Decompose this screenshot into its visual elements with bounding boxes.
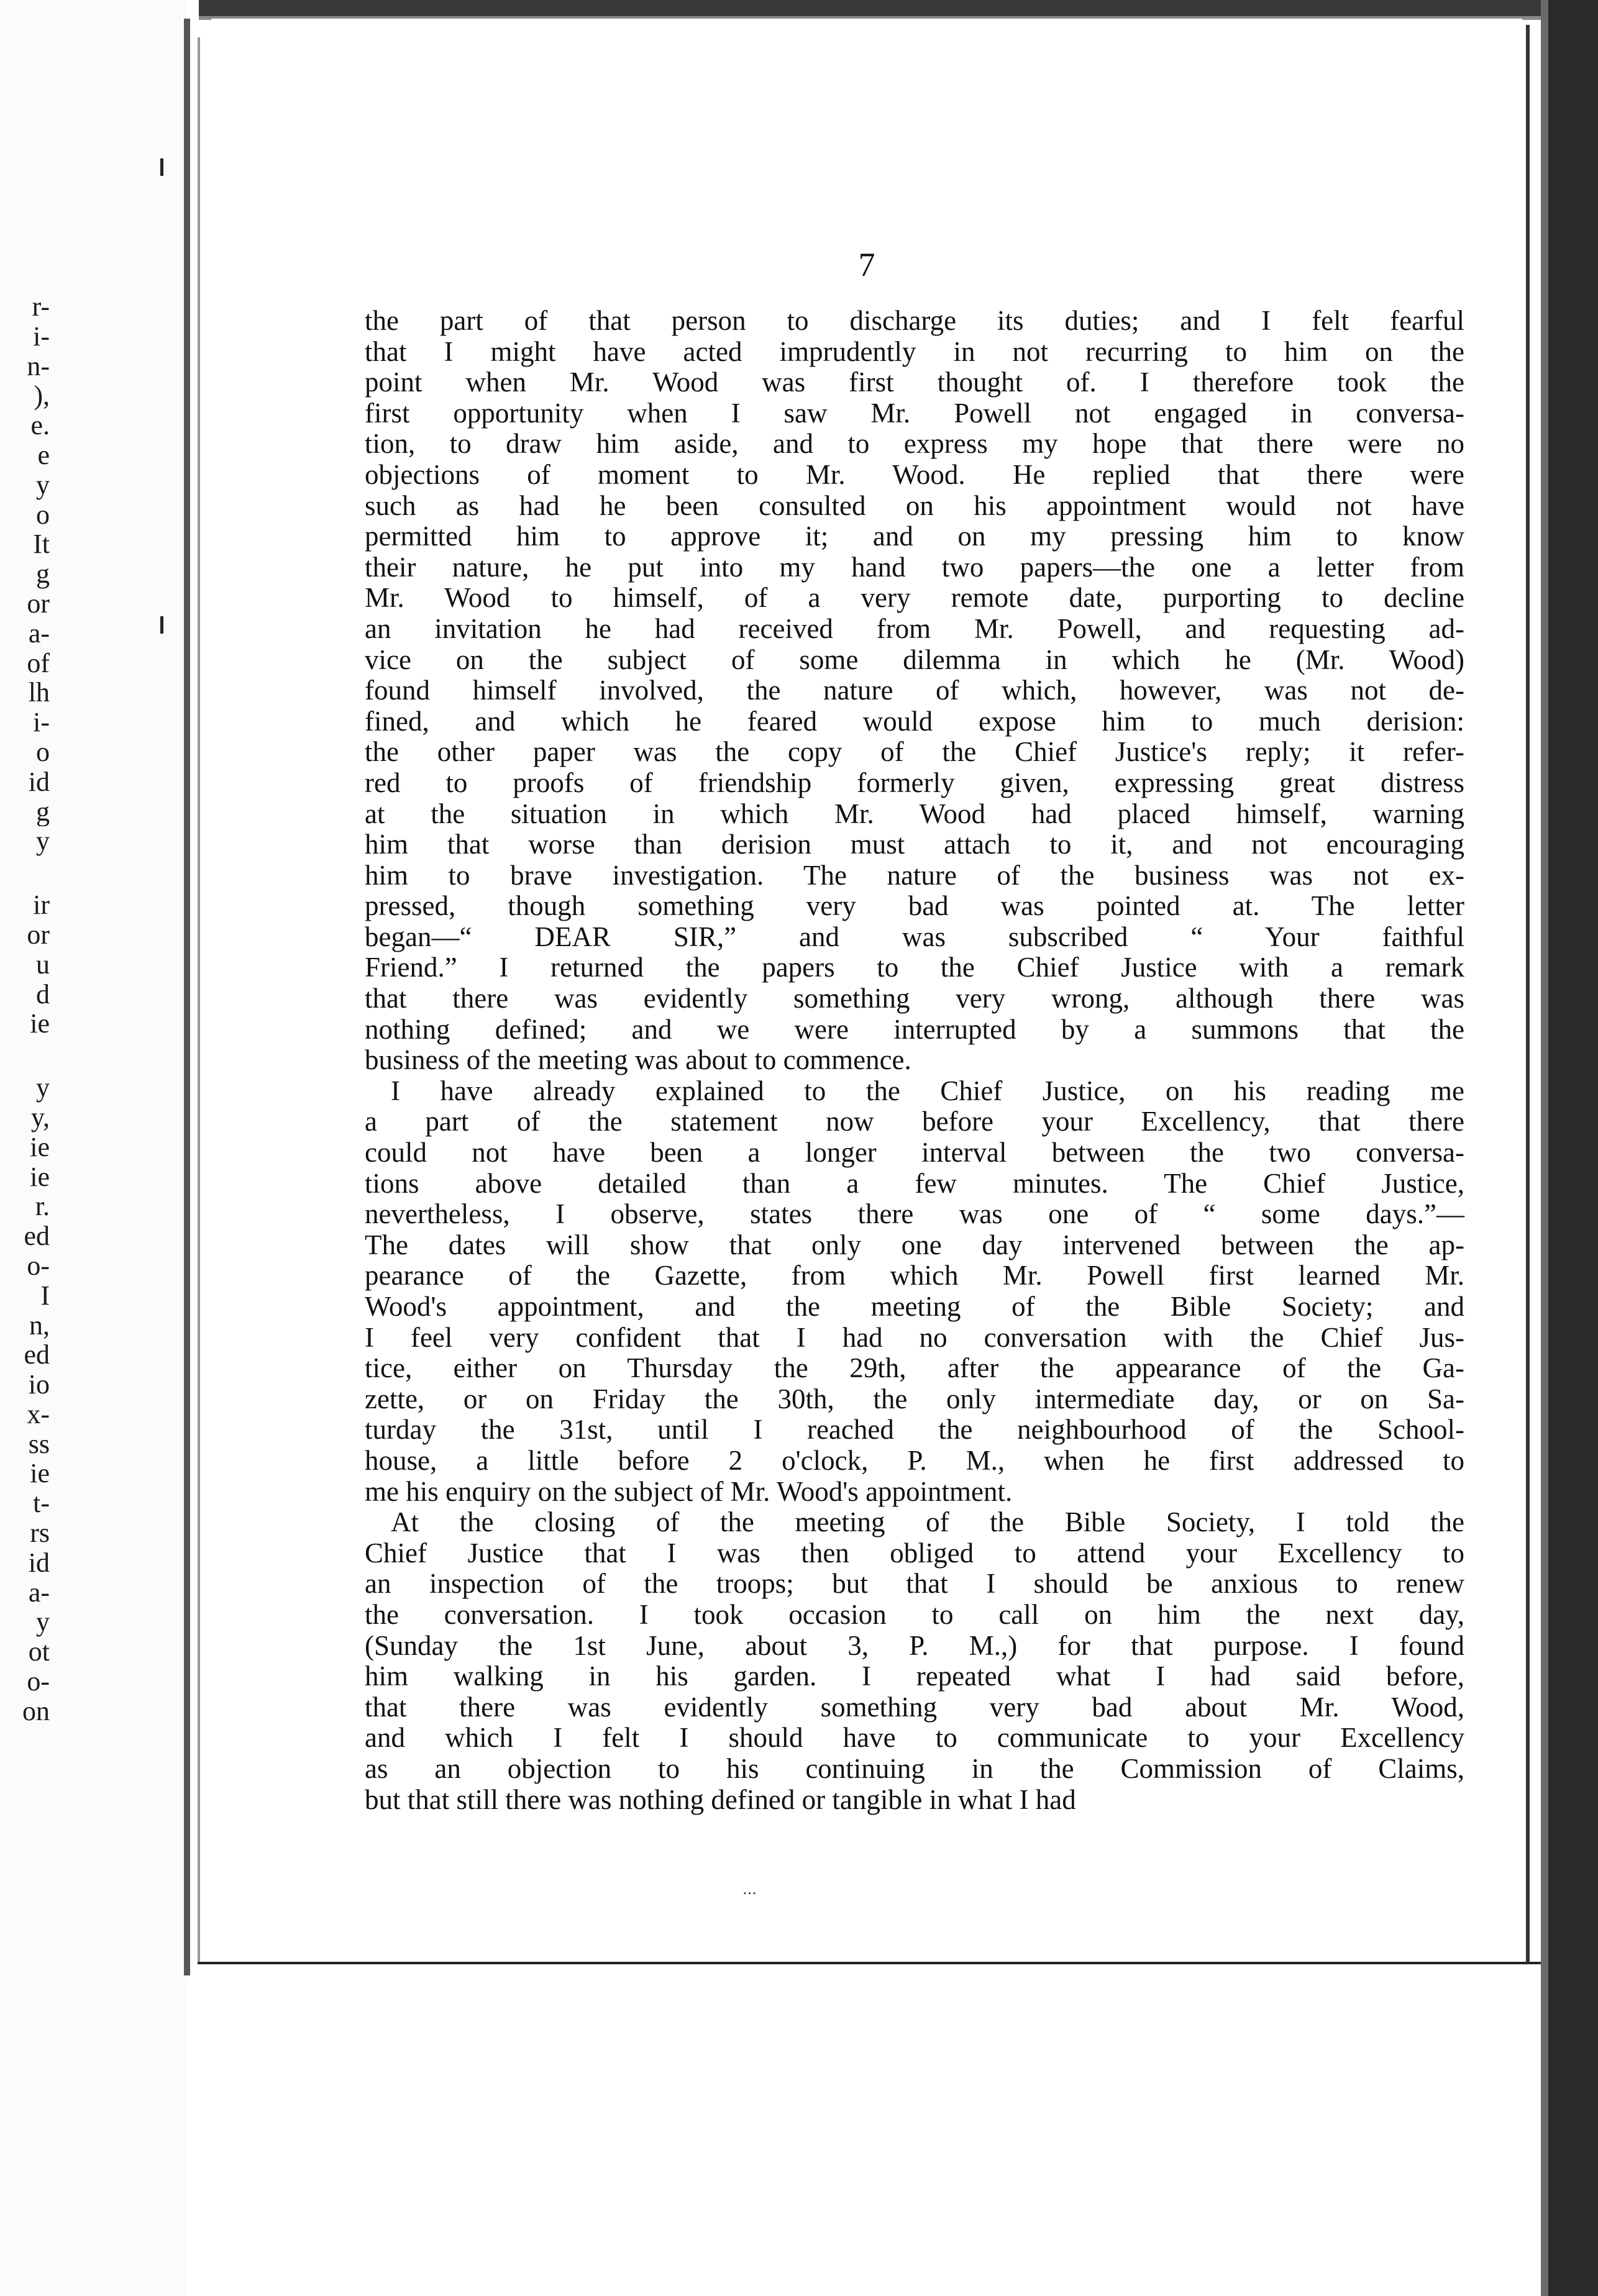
text-line: such as had he been consulted on his appointment would not have (365, 490, 1464, 521)
facing-page-fragment: t- (33, 1488, 50, 1519)
text-line: nevertheless, I observe, states there was one of “ some days.”— (365, 1198, 1464, 1230)
scan-right-border (1548, 0, 1598, 2296)
text-line: tions above detailed than a few minutes. The Chief Justice, (365, 1167, 1464, 1199)
page-right-edge (1526, 25, 1530, 1963)
text-line: The dates will show that only one day intervened between the ap- (365, 1229, 1464, 1260)
scan-top-border (199, 0, 1598, 16)
footer-mark: ... (742, 1880, 757, 1898)
paragraph (365, 1076, 1464, 1507)
facing-page-fragment: u (36, 949, 50, 980)
text-line: Chief Justice that I was then obliged to attend your Excellency to (365, 1537, 1464, 1569)
facing-page-fragment: n, (29, 1310, 50, 1341)
text-line: point when Mr. Wood was first thought of. I therefore took the (365, 367, 1464, 398)
facing-page-fragment: y (36, 1073, 50, 1103)
facing-page-fragment: ie (30, 1009, 50, 1039)
facing-page-fragment: r. (35, 1191, 50, 1222)
facing-page-fragment: n- (27, 351, 50, 381)
facing-page-fragment: g (36, 796, 50, 827)
text-line: that there was evidently something very wrong, although there was (365, 983, 1464, 1014)
facing-page-fragment (0, 1039, 50, 1073)
text-line: Mr. Wood to himself, of a very remote date, purporting to decline (365, 582, 1464, 614)
page-gutter (184, 19, 190, 1975)
text-line: pearance of the Gazette, from which Mr. Powell first learned Mr. (365, 1260, 1464, 1292)
text-line: turday the 31st, until I reached the neighbourhood of the School- (365, 1414, 1464, 1446)
facing-page-fragment: ie (30, 1132, 50, 1162)
facing-page-fragment: ie (30, 1162, 50, 1192)
text-line: an inspection of the troops; but that I should be anxious to renew (365, 1568, 1464, 1600)
page-number: 7 (858, 246, 875, 283)
facing-page-fragment: y (36, 470, 50, 500)
facing-page-fragment: ie (30, 1459, 50, 1489)
text-line: I feel very confident that I had no conversation with the Chief Jus- (365, 1321, 1464, 1353)
body-text (365, 306, 1464, 1815)
paragraph (365, 306, 1464, 1076)
text-line: business of the meeting was about to commence. (365, 1044, 911, 1076)
facing-page-fragment: ), (34, 381, 50, 411)
facing-page-fragment: g (36, 559, 50, 589)
facing-page-fragment: a- (28, 618, 50, 649)
margin-mark (160, 158, 163, 176)
text-line: (Sunday the 1st June, about 3, P. M.,) for that purpose. I found (365, 1629, 1464, 1661)
facing-page-fragment: It (33, 529, 50, 560)
page-gutter-shadow (198, 37, 200, 1963)
facing-page-fragment: of (27, 648, 50, 678)
text-line: could not have been a longer interval between the two conversa- (365, 1137, 1464, 1168)
facing-page-fragment: i- (33, 321, 50, 352)
facing-page-fragment: y (36, 826, 50, 857)
facing-page-text-fragments (0, 292, 50, 1726)
text-line: fined, and which he feared would expose him to much derision: (365, 705, 1464, 737)
facing-page-fragment: o (36, 737, 50, 767)
text-line: the other paper was the copy of the Chief Justice's reply; it refer- (365, 736, 1464, 768)
text-line: at the situation in which Mr. Wood had placed himself, warning (365, 798, 1464, 829)
text-line: the part of that person to discharge its duties; and I felt fearful (365, 305, 1464, 336)
text-line: vice on the subject of some dilemma in which he (Mr. Wood) (365, 644, 1464, 675)
text-line: a part of the statement now before your Excellency, that there (365, 1106, 1464, 1137)
text-line: tice, either on Thursday the 29th, after the appearance of the Ga- (365, 1352, 1464, 1384)
text-line: Friend.” I returned the papers to the Chief Justice with a remark (365, 952, 1464, 983)
text-line: tion, to draw him aside, and to express my hope that there were no (365, 428, 1464, 460)
text-line: him that worse than derision must attach to it, and not encouraging (365, 829, 1464, 860)
text-line: pressed, though something very bad was pointed at. The letter (365, 890, 1464, 922)
facing-page-fragment: a- (28, 1577, 50, 1608)
facing-page-edge (0, 0, 186, 2296)
text-line: began—“ DEAR SIR,” and was subscribed “ Your faithful (365, 921, 1464, 952)
text-line: that I might have acted imprudently in not recurring to him on the (365, 335, 1464, 367)
facing-page-fragment: or (27, 588, 50, 619)
facing-page-fragment: r- (32, 292, 50, 322)
margin-mark (160, 616, 163, 634)
facing-page-fragment: ir (33, 890, 50, 920)
facing-page-fragment: rs (30, 1518, 50, 1548)
facing-page-fragment: ed (24, 1221, 50, 1251)
facing-page-fragment (0, 856, 50, 890)
facing-page-fragment: id (28, 767, 50, 797)
facing-page-fragment: I (40, 1280, 50, 1311)
text-line: permitted him to approve it; and on my pressing him to know (365, 521, 1464, 552)
document-page (211, 19, 1522, 1957)
facing-page-fragment: ot (28, 1637, 50, 1667)
text-line: found himself involved, the nature of which, however, was not de- (365, 675, 1464, 706)
paragraph (365, 1507, 1464, 1815)
text-line: and which I felt I should have to communicate to your Excellency (365, 1722, 1464, 1754)
text-line: him walking in his garden. I repeated what I had said before, (365, 1660, 1464, 1692)
text-line: At the closing of the meeting of the Bible Society, I told the (391, 1506, 1464, 1538)
text-line: their nature, he put into my hand two papers—the one a letter from (365, 551, 1464, 583)
facing-page-fragment: ed (24, 1340, 50, 1370)
text-line: nothing defined; and we were interrupted by a summons that the (365, 1013, 1464, 1045)
facing-page-fragment: e. (30, 411, 50, 440)
facing-page-fragment: id (28, 1547, 50, 1578)
text-line: red to proofs of friendship formerly given, expressing great distress (365, 767, 1464, 798)
facing-page-fragment: e (37, 440, 50, 470)
text-line: as an objection to his continuing in the Commission of Claims, (365, 1752, 1464, 1784)
text-line: I have already explained to the Chief Justice, on his reading me (391, 1075, 1464, 1106)
facing-page-fragment: o- (27, 1250, 50, 1281)
text-line: zette, or on Friday the 30th, the only intermediate day, or on Sa- (365, 1383, 1464, 1414)
facing-page-fragment: ss (28, 1429, 50, 1459)
scan-right-border-shadow (1541, 0, 1548, 2296)
facing-page-fragment: i- (33, 708, 50, 737)
text-line: but that still there was nothing defined or tangible in what I had (365, 1784, 1076, 1815)
facing-page-fragment: x- (27, 1399, 50, 1429)
text-line: first opportunity when I saw Mr. Powell not engaged in conversa- (365, 397, 1464, 429)
text-line: objections of moment to Mr. Wood. He replied that there were (365, 458, 1464, 490)
facing-page-fragment: o (36, 499, 50, 530)
text-line: house, a little before 2 o'clock, P. M., when he first addressed to (365, 1444, 1464, 1476)
facing-page-fragment: io (28, 1370, 50, 1400)
facing-page-fragment: lh (28, 678, 50, 708)
facing-page-fragment: or (27, 919, 50, 950)
text-line: me his enquiry on the subject of Mr. Wood's appointment. (365, 1475, 1013, 1507)
facing-page-fragment: d (36, 979, 50, 1009)
text-line: that there was evidently something very bad about Mr. Wood, (365, 1691, 1464, 1723)
text-line: Wood's appointment, and the meeting of the Bible Society; and (365, 1291, 1464, 1322)
text-line: him to brave investigation. The nature of the business was not ex- (365, 859, 1464, 891)
facing-page-fragment: y, (30, 1102, 50, 1132)
facing-page-fragment: o- (27, 1667, 50, 1697)
text-line: an invitation he had received from Mr. Powell, and requesting ad- (365, 613, 1464, 644)
text-line: the conversation. I took occasion to call on him the next day, (365, 1598, 1464, 1630)
facing-page-fragment: on (22, 1696, 50, 1726)
facing-page-fragment: y (36, 1607, 50, 1638)
scan-bottom-border (198, 1962, 1550, 1964)
